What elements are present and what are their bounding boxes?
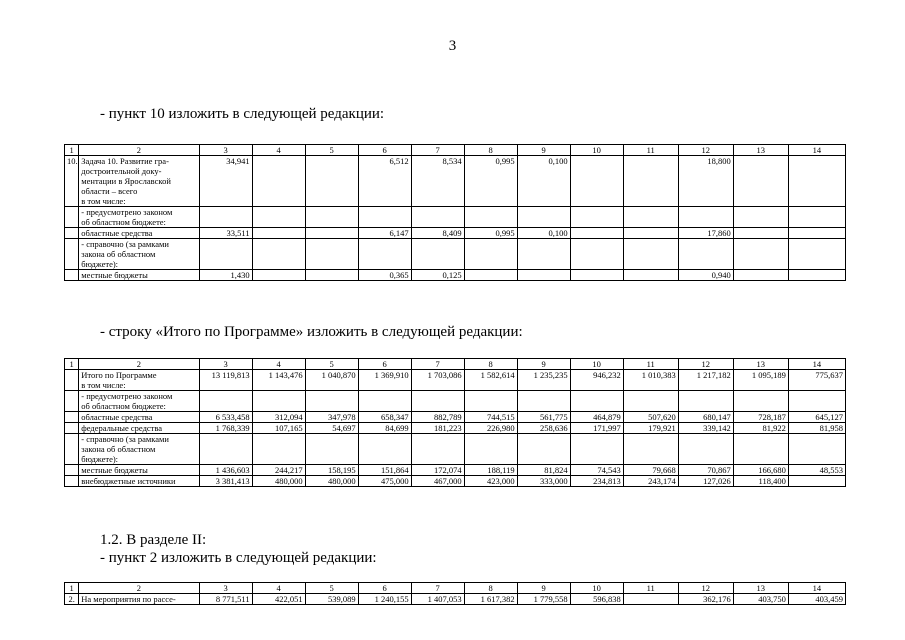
value-cell: 0,940 (678, 270, 733, 281)
value-cell: 475,000 (358, 476, 411, 487)
value-cell (788, 207, 845, 228)
row-label-cell: местные бюджеты (79, 270, 199, 281)
value-cell: 258,636 (517, 423, 570, 434)
value-cell (733, 156, 788, 207)
header-cell: 11 (623, 145, 678, 156)
header-cell: 6 (358, 583, 411, 594)
value-cell: 312,094 (252, 412, 305, 423)
value-cell: 13 119,813 (199, 370, 252, 391)
value-cell: 179,921 (623, 423, 678, 434)
value-cell: 33,511 (199, 228, 252, 239)
value-cell: 151,864 (358, 465, 411, 476)
value-cell (358, 391, 411, 412)
header-cell: 1 (65, 145, 79, 156)
value-cell (623, 270, 678, 281)
value-cell (305, 391, 358, 412)
value-cell: 48,553 (788, 465, 845, 476)
value-cell: 403,750 (733, 594, 788, 605)
label-line: в том числе: (81, 196, 126, 206)
value-cell: 54,697 (305, 423, 358, 434)
table-row (65, 412, 846, 423)
value-cell: 728,187 (733, 412, 788, 423)
value-cell: 744,515 (464, 412, 517, 423)
label-line: - справочно (за рамками (81, 239, 169, 249)
label-line: - предусмотрено законом (81, 207, 173, 217)
header-cell: 4 (252, 145, 305, 156)
header-cell: 2 (79, 359, 199, 370)
table-row (65, 207, 846, 228)
value-cell: 6,147 (358, 228, 411, 239)
value-cell (517, 207, 570, 228)
value-cell: 403,459 (788, 594, 845, 605)
value-cell (678, 434, 733, 465)
table-row (65, 476, 846, 487)
value-cell (788, 156, 845, 207)
value-cell (358, 207, 411, 228)
value-cell: 79,668 (623, 465, 678, 476)
row-number-cell (65, 423, 79, 434)
value-cell (464, 207, 517, 228)
value-cell (305, 239, 358, 270)
row-label-cell (79, 370, 199, 391)
row-number-cell: 10. (65, 156, 79, 207)
value-cell: 0,100 (517, 228, 570, 239)
header-cell: 13 (733, 583, 788, 594)
value-cell: 74,543 (570, 465, 623, 476)
label-line: бюджете): (81, 259, 119, 269)
label-line: ментации в Ярославской (81, 176, 171, 186)
value-cell (788, 434, 845, 465)
value-cell (570, 239, 623, 270)
value-cell: 1 703,086 (411, 370, 464, 391)
value-cell: 339,142 (678, 423, 733, 434)
value-cell (570, 156, 623, 207)
table-row (65, 465, 846, 476)
header-cell: 3 (199, 359, 252, 370)
value-cell (678, 239, 733, 270)
value-cell: 158,195 (305, 465, 358, 476)
table-row (65, 594, 846, 605)
value-cell: 244,217 (252, 465, 305, 476)
value-cell (623, 434, 678, 465)
value-cell: 362,176 (678, 594, 733, 605)
value-cell: 1 010,383 (623, 370, 678, 391)
table-row (65, 391, 846, 412)
value-cell (623, 207, 678, 228)
value-cell: 234,813 (570, 476, 623, 487)
value-cell (411, 391, 464, 412)
header-cell: 2 (79, 583, 199, 594)
value-cell: 561,775 (517, 412, 570, 423)
row-number-cell (65, 412, 79, 423)
value-cell: 84,699 (358, 423, 411, 434)
header-cell: 14 (788, 583, 845, 594)
value-cell (517, 239, 570, 270)
table-row (65, 423, 846, 434)
value-cell (570, 391, 623, 412)
header-cell: 5 (305, 359, 358, 370)
value-cell (252, 434, 305, 465)
header-cell: 6 (358, 145, 411, 156)
header-cell: 6 (358, 359, 411, 370)
header-cell: 1 (65, 359, 79, 370)
header-cell: 5 (305, 583, 358, 594)
header-cell: 12 (678, 583, 733, 594)
value-cell: 1 582,614 (464, 370, 517, 391)
value-cell (411, 239, 464, 270)
header-cell: 8 (464, 145, 517, 156)
row-label-cell: внебюджетные источники (79, 476, 199, 487)
value-cell (517, 434, 570, 465)
value-cell: 8,409 (411, 228, 464, 239)
row-label-cell: областные средства (79, 228, 199, 239)
header-cell: 14 (788, 145, 845, 156)
value-cell (570, 228, 623, 239)
value-cell (517, 391, 570, 412)
row-label-cell (79, 391, 199, 412)
value-cell: 1 095,189 (733, 370, 788, 391)
value-cell (464, 434, 517, 465)
value-cell: 81,922 (733, 423, 788, 434)
table-item-2 (64, 582, 846, 605)
value-cell (464, 239, 517, 270)
header-cell: 10 (570, 359, 623, 370)
value-cell: 181,223 (411, 423, 464, 434)
paragraph-item-2: - пункт 2 изложить в следующей редакции: (100, 550, 377, 566)
value-cell (252, 239, 305, 270)
value-cell (733, 270, 788, 281)
value-cell: 1 369,910 (358, 370, 411, 391)
header-row (65, 145, 846, 156)
value-cell: 464,879 (570, 412, 623, 423)
value-cell (252, 207, 305, 228)
header-cell: 11 (623, 583, 678, 594)
row-number-cell (65, 370, 79, 391)
value-cell: 422,051 (252, 594, 305, 605)
value-cell: 1 779,558 (517, 594, 570, 605)
label-line: Задача 10. Развитие гра- (81, 156, 169, 166)
row-label-cell (79, 434, 199, 465)
value-cell: 8 771,511 (199, 594, 252, 605)
value-cell (570, 207, 623, 228)
value-cell: 127,026 (678, 476, 733, 487)
value-cell: 1 407,053 (411, 594, 464, 605)
row-label-cell: областные средства (79, 412, 199, 423)
value-cell: 480,000 (305, 476, 358, 487)
value-cell: 333,000 (517, 476, 570, 487)
value-cell: 1,430 (199, 270, 252, 281)
value-cell: 1 040,870 (305, 370, 358, 391)
label-line: об областном бюджете: (81, 217, 166, 227)
table-row (65, 228, 846, 239)
value-cell (252, 156, 305, 207)
table-row (65, 156, 846, 207)
value-cell (305, 270, 358, 281)
value-cell: 0,365 (358, 270, 411, 281)
value-cell (570, 434, 623, 465)
table-row (65, 434, 846, 465)
value-cell: 1 217,182 (678, 370, 733, 391)
value-cell: 645,127 (788, 412, 845, 423)
value-cell (199, 434, 252, 465)
value-cell (570, 270, 623, 281)
value-cell (411, 207, 464, 228)
header-cell: 10 (570, 145, 623, 156)
value-cell (305, 228, 358, 239)
table-row (65, 370, 846, 391)
value-cell (788, 239, 845, 270)
value-cell: 18,800 (678, 156, 733, 207)
value-cell (623, 156, 678, 207)
value-cell: 1 235,235 (517, 370, 570, 391)
row-number-cell: 2. (65, 594, 79, 605)
header-cell: 3 (199, 145, 252, 156)
value-cell: 347,978 (305, 412, 358, 423)
value-cell (623, 594, 678, 605)
value-cell: 34,941 (199, 156, 252, 207)
value-cell: 243,174 (623, 476, 678, 487)
header-cell: 14 (788, 359, 845, 370)
value-cell: 6,512 (358, 156, 411, 207)
paragraph-item-10: - пункт 10 изложить в следующей редакции: (100, 106, 385, 122)
header-cell: 7 (411, 359, 464, 370)
row-number-cell (65, 391, 79, 412)
row-label-cell (79, 207, 199, 228)
header-cell: 12 (678, 145, 733, 156)
value-cell (788, 270, 845, 281)
value-cell (411, 434, 464, 465)
header-cell: 13 (733, 145, 788, 156)
header-cell: 9 (517, 359, 570, 370)
label-line: в том числе: (81, 380, 126, 390)
label-line: закона об областном (81, 249, 156, 259)
value-cell (199, 207, 252, 228)
value-cell: 166,680 (733, 465, 788, 476)
value-cell: 226,980 (464, 423, 517, 434)
value-cell (788, 476, 845, 487)
row-number-cell (65, 270, 79, 281)
value-cell: 467,000 (411, 476, 464, 487)
row-number-cell (65, 207, 79, 228)
row-number-cell (65, 434, 79, 465)
header-cell: 7 (411, 583, 464, 594)
value-cell: 70,867 (678, 465, 733, 476)
value-cell: 596,838 (570, 594, 623, 605)
value-cell (733, 228, 788, 239)
label-line: - предусмотрено законом (81, 391, 173, 401)
value-cell (199, 391, 252, 412)
header-cell: 8 (464, 359, 517, 370)
value-cell: 171,997 (570, 423, 623, 434)
value-cell: 658,347 (358, 412, 411, 423)
value-cell: 107,165 (252, 423, 305, 434)
value-cell (305, 207, 358, 228)
value-cell: 0,995 (464, 156, 517, 207)
row-number-cell (65, 228, 79, 239)
label-line: - справочно (за рамками (81, 434, 169, 444)
header-cell: 8 (464, 583, 517, 594)
value-cell: 1 436,603 (199, 465, 252, 476)
value-cell: 6 533,458 (199, 412, 252, 423)
value-cell (678, 391, 733, 412)
value-cell: 0,995 (464, 228, 517, 239)
value-cell: 680,147 (678, 412, 733, 423)
header-cell: 7 (411, 145, 464, 156)
header-cell: 11 (623, 359, 678, 370)
value-cell (358, 239, 411, 270)
paragraph-total-row: - строку «Итого по Программе» изложить в следующей редакции: (100, 324, 523, 340)
value-cell: 0,125 (411, 270, 464, 281)
value-cell: 1 617,382 (464, 594, 517, 605)
value-cell (305, 434, 358, 465)
header-cell: 9 (517, 145, 570, 156)
label-line: закона об областном (81, 444, 156, 454)
value-cell (252, 270, 305, 281)
value-cell (733, 434, 788, 465)
value-cell: 507,620 (623, 412, 678, 423)
value-cell (305, 156, 358, 207)
value-cell (358, 434, 411, 465)
table-row (65, 239, 846, 270)
header-row (65, 583, 846, 594)
row-label-cell: На мероприятия по рассе- (79, 594, 199, 605)
label-line: достроительной доку- (81, 166, 162, 176)
value-cell: 118,400 (733, 476, 788, 487)
header-row (65, 359, 846, 370)
header-cell: 2 (79, 145, 199, 156)
value-cell (623, 391, 678, 412)
header-cell: 4 (252, 359, 305, 370)
label-line: об областном бюджете: (81, 401, 166, 411)
value-cell: 1 240,155 (358, 594, 411, 605)
value-cell (252, 228, 305, 239)
header-cell: 3 (199, 583, 252, 594)
value-cell: 81,824 (517, 465, 570, 476)
value-cell: 882,789 (411, 412, 464, 423)
value-cell: 539,089 (305, 594, 358, 605)
row-label-cell (79, 156, 199, 207)
value-cell (788, 391, 845, 412)
value-cell: 3 381,413 (199, 476, 252, 487)
header-cell: 4 (252, 583, 305, 594)
value-cell (733, 239, 788, 270)
value-cell (252, 391, 305, 412)
label-line: Итого по Программе (81, 370, 157, 380)
row-number-cell (65, 476, 79, 487)
value-cell (464, 270, 517, 281)
row-label-cell: местные бюджеты (79, 465, 199, 476)
header-cell: 12 (678, 359, 733, 370)
table-program-total (64, 358, 846, 487)
value-cell (517, 270, 570, 281)
value-cell (733, 391, 788, 412)
value-cell: 775,637 (788, 370, 845, 391)
value-cell (733, 207, 788, 228)
header-cell: 9 (517, 583, 570, 594)
value-cell (199, 239, 252, 270)
header-cell: 1 (65, 583, 79, 594)
value-cell (788, 228, 845, 239)
row-label-cell: федеральные средства (79, 423, 199, 434)
table-task-10 (64, 144, 846, 281)
row-number-cell (65, 465, 79, 476)
value-cell: 17,860 (678, 228, 733, 239)
value-cell (678, 207, 733, 228)
header-cell: 13 (733, 359, 788, 370)
table-row (65, 270, 846, 281)
row-label-cell (79, 239, 199, 270)
value-cell: 8,534 (411, 156, 464, 207)
value-cell (464, 391, 517, 412)
value-cell (623, 239, 678, 270)
value-cell: 188,119 (464, 465, 517, 476)
label-line: области – всего (81, 186, 138, 196)
row-number-cell (65, 239, 79, 270)
value-cell: 172,074 (411, 465, 464, 476)
value-cell: 1 143,476 (252, 370, 305, 391)
label-line: бюджете): (81, 454, 119, 464)
section-heading: 1.2. В разделе II: (100, 532, 207, 548)
value-cell: 0,100 (517, 156, 570, 207)
value-cell: 1 768,339 (199, 423, 252, 434)
value-cell: 946,232 (570, 370, 623, 391)
page-number: 3 (448, 38, 457, 54)
value-cell: 423,000 (464, 476, 517, 487)
value-cell (623, 228, 678, 239)
header-cell: 10 (570, 583, 623, 594)
value-cell: 480,000 (252, 476, 305, 487)
value-cell: 81,958 (788, 423, 845, 434)
header-cell: 5 (305, 145, 358, 156)
